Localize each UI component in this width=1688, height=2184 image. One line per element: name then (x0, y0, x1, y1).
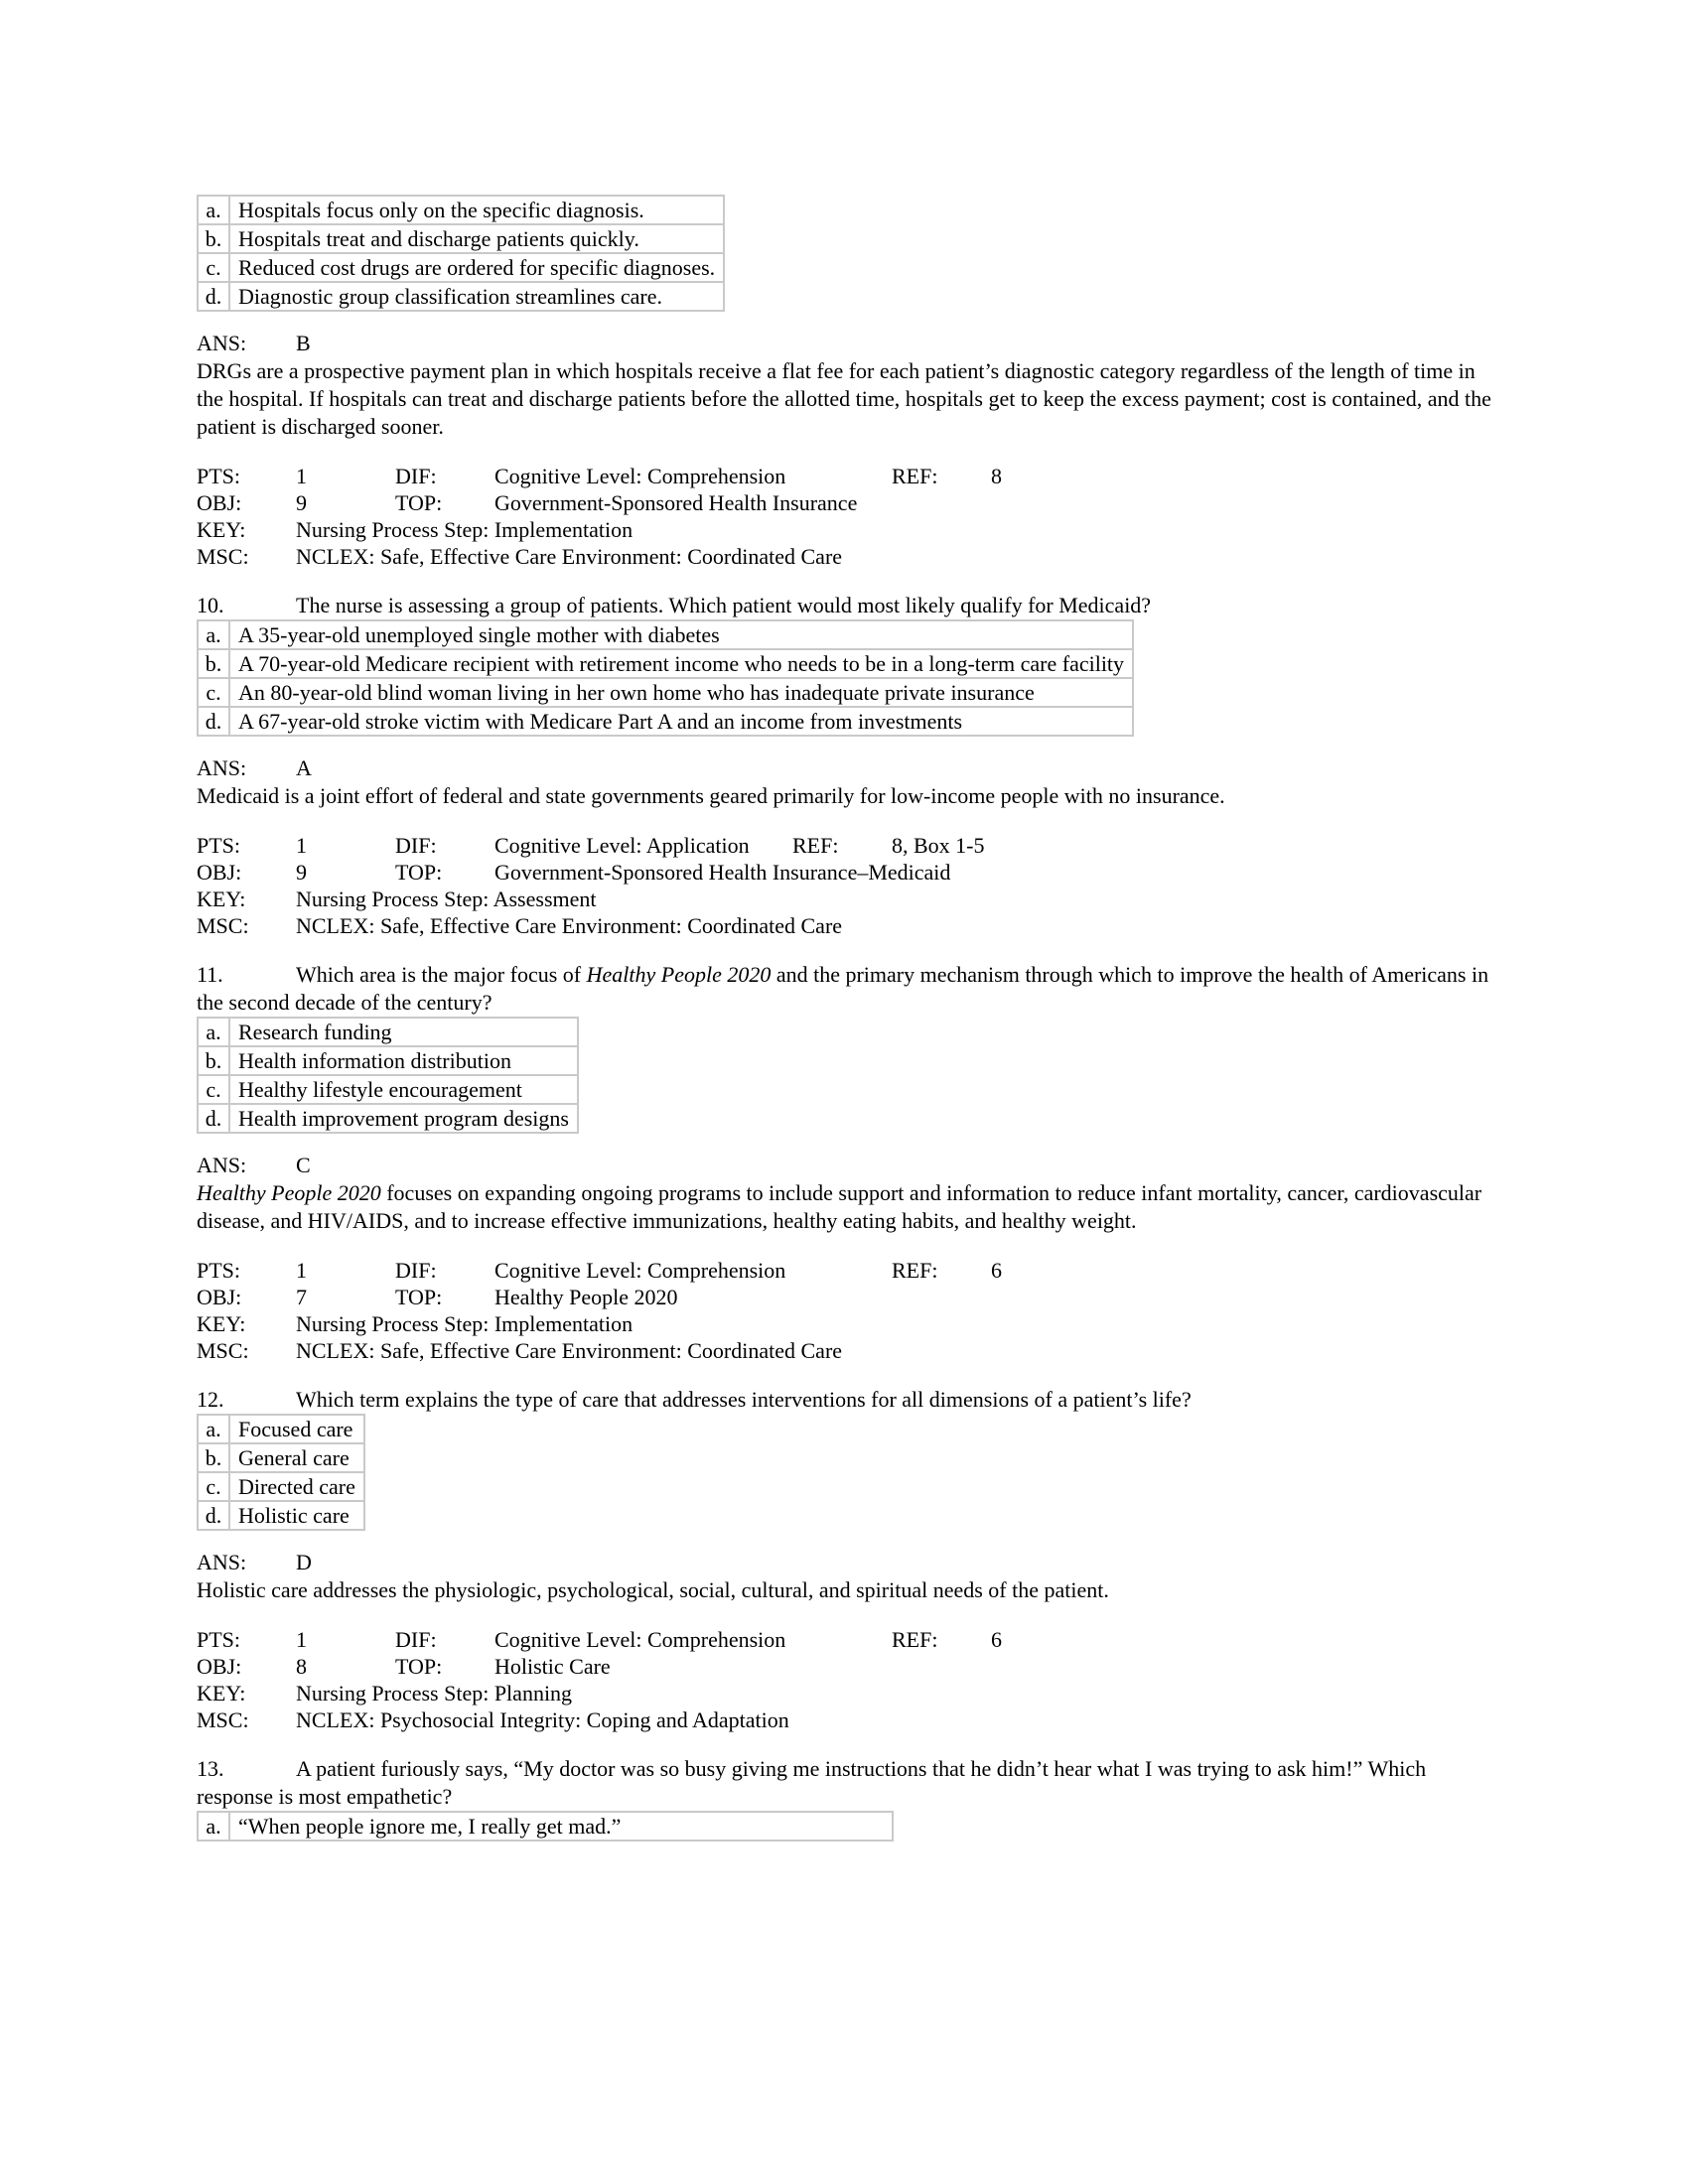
msc-value: NCLEX: Safe, Effective Care Environment: Coordinated Care (296, 913, 843, 938)
rationale: DRGs are a prospective payment plan in which hospitals receive a flat fee for each patient’s diagnostic category regardless of the length of time in the hospital. If hospitals can treat and discharge patients before the allotted time, hospitals get to keep the excess payment; cost is contained, and the patient is discharged sooner. (197, 358, 1491, 439)
option-letter: a. (198, 1018, 229, 1046)
option-d[interactable] (198, 282, 724, 311)
option-c[interactable] (198, 1472, 364, 1501)
option-text: A 67-year-old stroke victim with Medicare Part A and an income from investments (229, 707, 1133, 736)
options-table (197, 195, 725, 312)
document-page (197, 195, 1497, 1842)
key-value: Nursing Process Step: Assessment (296, 887, 597, 911)
ref-label: REF: (892, 1627, 938, 1652)
rationale-italic: Healthy People 2020 (197, 1180, 381, 1205)
pts-label: PTS: (197, 833, 241, 858)
option-letter: a. (198, 196, 229, 224)
dif-value: Cognitive Level: Comprehension (494, 1258, 786, 1283)
options-table (197, 1414, 365, 1531)
option-text: “When people ignore me, I really get mad.” (229, 1812, 893, 1841)
option-text: A 70-year-old Medicare recipient with retirement income who needs to be in a long-term care facility (229, 649, 1133, 678)
top-label: TOP: (395, 1654, 443, 1679)
ref-value: 8 (991, 464, 1002, 488)
msc-label: MSC: (197, 1707, 249, 1732)
option-text: Directed care (229, 1472, 364, 1501)
top-label: TOP: (395, 860, 443, 885)
obj-value: 9 (296, 860, 307, 885)
pts-label: PTS: (197, 1627, 241, 1652)
obj-value: 7 (296, 1285, 307, 1309)
option-text: General care (229, 1443, 364, 1472)
top-value: Holistic Care (494, 1654, 611, 1679)
question-number: 10. (197, 593, 224, 617)
options-table (197, 619, 1134, 737)
answer-line (197, 1549, 1497, 1576)
key-value: Nursing Process Step: Implementation (296, 1311, 633, 1336)
option-text: A 35-year-old unemployed single mother with diabetes (229, 620, 1133, 649)
dif-label: DIF: (395, 1627, 437, 1652)
dif-label: DIF: (395, 833, 437, 858)
obj-label: OBJ: (197, 1654, 242, 1679)
key-value: Nursing Process Step: Planning (296, 1681, 573, 1706)
option-letter: d. (198, 1104, 229, 1133)
msc-label: MSC: (197, 1338, 249, 1363)
option-letter: a. (198, 1812, 229, 1841)
dif-label: DIF: (395, 1258, 437, 1283)
option-a[interactable] (198, 196, 724, 224)
dif-value: Cognitive Level: Application (494, 833, 750, 858)
question-11 (197, 961, 1497, 1364)
top-value: Government-Sponsored Health Insurance–Medicaid (494, 860, 951, 885)
option-text: Diagnostic group classification streamlines care. (229, 282, 724, 311)
option-a[interactable] (198, 1415, 364, 1443)
options-table (197, 1811, 894, 1842)
option-text: Hospitals treat and discharge patients quickly. (229, 224, 724, 253)
obj-value: 9 (296, 490, 307, 515)
option-d[interactable] (198, 707, 1133, 736)
key-label: KEY: (197, 887, 246, 911)
question-text-cont: and the primary mechanism through which to improve the health of Americans in the second decade of the century? (197, 962, 1489, 1015)
ref-label: REF: (792, 833, 839, 858)
option-letter: a. (198, 620, 229, 649)
answer-label: ANS: (197, 1153, 247, 1177)
question-10 (197, 592, 1497, 939)
pts-value: 1 (296, 464, 307, 488)
option-letter: d. (198, 1501, 229, 1530)
pts-value: 1 (296, 833, 307, 858)
ref-value: 6 (991, 1258, 1002, 1283)
obj-label: OBJ: (197, 1285, 242, 1309)
option-letter: b. (198, 649, 229, 678)
question-text: A patient furiously says, “My doctor was so busy giving me instructions that he didn’t hear what I was trying to ask him!” Which response is most empathetic? (197, 1756, 1427, 1809)
metadata (197, 1626, 1497, 1733)
dif-label: DIF: (395, 464, 437, 488)
question-text: Which term explains the type of care that addresses interventions for all dimensions of a patient’s life? (296, 1387, 1192, 1412)
option-text: Health information distribution (229, 1046, 578, 1075)
key-label: KEY: (197, 1681, 246, 1706)
option-text: Research funding (229, 1018, 578, 1046)
option-b[interactable] (198, 649, 1133, 678)
obj-label: OBJ: (197, 860, 242, 885)
option-text: Focused care (229, 1415, 364, 1443)
pts-value: 1 (296, 1258, 307, 1283)
answer-label: ANS: (197, 1550, 247, 1574)
metadata (197, 463, 1497, 570)
top-label: TOP: (395, 1285, 443, 1309)
ref-label: REF: (892, 464, 938, 488)
dif-value: Cognitive Level: Comprehension (494, 464, 786, 488)
key-label: KEY: (197, 517, 246, 542)
obj-label: OBJ: (197, 490, 242, 515)
question-12 (197, 1386, 1497, 1733)
option-letter: c. (198, 678, 229, 707)
option-text: Holistic care (229, 1501, 364, 1530)
option-letter: c. (198, 1472, 229, 1501)
key-label: KEY: (197, 1311, 246, 1336)
answer-value: A (296, 755, 312, 780)
option-text: An 80-year-old blind woman living in her own home who has inadequate private insurance (229, 678, 1133, 707)
pts-value: 1 (296, 1627, 307, 1652)
option-a[interactable] (198, 1018, 578, 1046)
option-letter: b. (198, 1443, 229, 1472)
rationale: Medicaid is a joint effort of federal and state governments geared primarily for low-income people with no insurance. (197, 783, 1225, 808)
answer-value: B (296, 331, 311, 355)
option-text: Health improvement program designs (229, 1104, 578, 1133)
option-letter: d. (198, 282, 229, 311)
question-stem (197, 592, 1497, 619)
question-stem (197, 961, 1497, 1017)
msc-value: NCLEX: Safe, Effective Care Environment: Coordinated Care (296, 1338, 843, 1363)
ref-value: 8, Box 1-5 (892, 833, 985, 858)
option-letter: b. (198, 224, 229, 253)
msc-label: MSC: (197, 913, 249, 938)
pts-label: PTS: (197, 464, 241, 488)
question-13 (197, 1755, 1497, 1842)
answer-value: C (296, 1153, 311, 1177)
question-stem (197, 1386, 1497, 1414)
option-a[interactable] (198, 1812, 893, 1841)
rationale-text: focuses on expanding ongoing programs to include support and information to reduce infant mortality, cancer, cardiovascular disease, and HIV/AIDS, and to increase effective immunizations, healthy eating habits, and healthy weight. (197, 1180, 1482, 1233)
question-9 (197, 195, 1497, 570)
option-c[interactable] (198, 253, 724, 282)
option-text: Hospitals focus only on the specific diagnosis. (229, 196, 724, 224)
rationale: Holistic care addresses the physiologic, psychological, social, cultural, and spiritual needs of the patient. (197, 1577, 1109, 1602)
question-number: 12. (197, 1387, 224, 1412)
key-value: Nursing Process Step: Implementation (296, 517, 633, 542)
option-d[interactable] (198, 1501, 364, 1530)
question-text: The nurse is assessing a group of patients. Which patient would most likely qualify for Medicaid? (296, 593, 1152, 617)
ref-value: 6 (991, 1627, 1002, 1652)
answer-label: ANS: (197, 755, 247, 780)
option-letter: d. (198, 707, 229, 736)
metadata (197, 832, 1497, 939)
question-number: 13. (197, 1756, 224, 1781)
answer-line (197, 1152, 1497, 1179)
msc-value: NCLEX: Safe, Effective Care Environment: Coordinated Care (296, 544, 843, 569)
dif-value: Cognitive Level: Comprehension (494, 1627, 786, 1652)
obj-value: 8 (296, 1654, 307, 1679)
option-a[interactable] (198, 620, 1133, 649)
option-letter: c. (198, 253, 229, 282)
answer-label: ANS: (197, 331, 247, 355)
question-text-italic: Healthy People 2020 (586, 962, 772, 987)
msc-value: NCLEX: Psychosocial Integrity: Coping and Adaptation (296, 1707, 789, 1732)
answer-value: D (296, 1550, 312, 1574)
option-letter: a. (198, 1415, 229, 1443)
question-text: Which area is the major focus of (296, 962, 587, 987)
option-letter: b. (198, 1046, 229, 1075)
option-c[interactable] (198, 678, 1133, 707)
option-letter: c. (198, 1075, 229, 1104)
answer-line (197, 754, 1497, 782)
option-b[interactable] (198, 1046, 578, 1075)
option-c[interactable] (198, 1075, 578, 1104)
option-text: Reduced cost drugs are ordered for specific diagnoses. (229, 253, 724, 282)
answer-line (197, 330, 1497, 357)
question-number: 11. (197, 962, 223, 987)
options-table (197, 1017, 579, 1134)
option-d[interactable] (198, 1104, 578, 1133)
top-label: TOP: (395, 490, 443, 515)
ref-label: REF: (892, 1258, 938, 1283)
top-value: Government-Sponsored Health Insurance (494, 490, 858, 515)
metadata (197, 1257, 1497, 1364)
option-b[interactable] (198, 1443, 364, 1472)
option-b[interactable] (198, 224, 724, 253)
top-value: Healthy People 2020 (494, 1285, 678, 1309)
option-text: Healthy lifestyle encouragement (229, 1075, 578, 1104)
rationale (197, 1179, 1497, 1235)
question-stem (197, 1755, 1497, 1811)
msc-label: MSC: (197, 544, 249, 569)
pts-label: PTS: (197, 1258, 241, 1283)
